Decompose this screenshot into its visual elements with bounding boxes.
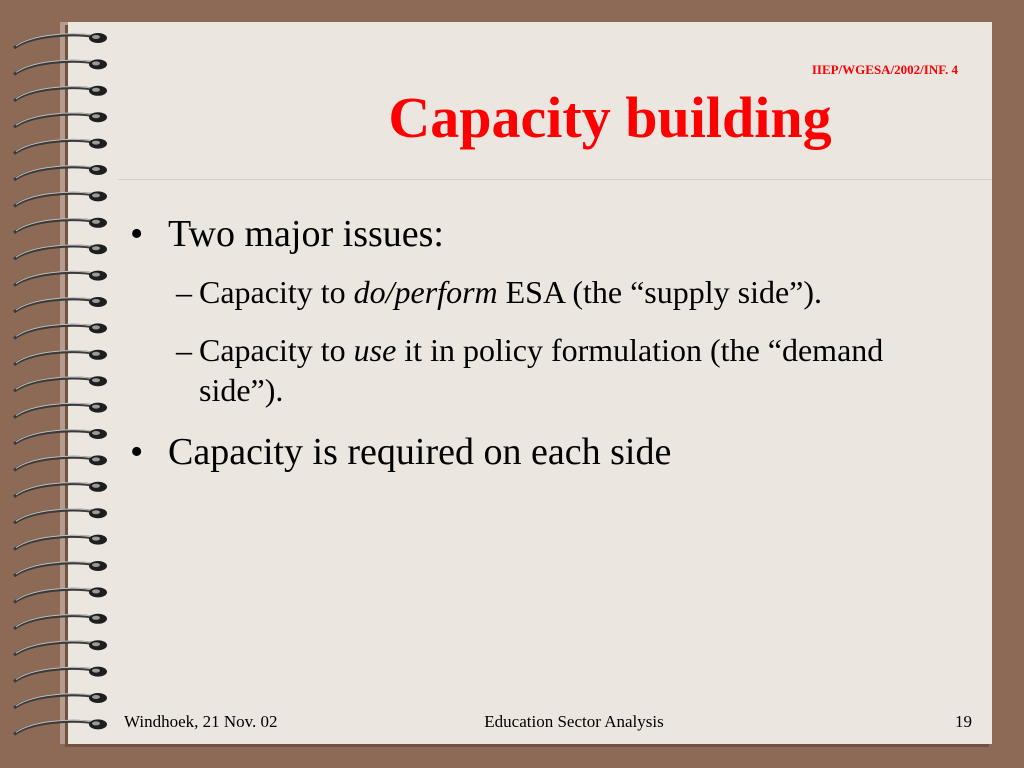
binding-ring [14,508,107,523]
bullet-text: Two major issues: [168,213,444,255]
sub-bullet-item [124,330,919,410]
binding-ring [14,561,107,576]
sub-bullet-emphasis: use [353,332,397,368]
binding-ring [14,455,107,470]
binding-ring [14,640,107,655]
binding-ring [14,59,107,74]
binding-ring [14,218,107,233]
binding-ring [14,244,107,259]
binding-ring [14,86,107,101]
bullet-text: Capacity is required on each side [168,431,672,473]
binding-ring [14,165,107,180]
binding-ring [14,112,107,127]
bullet-icon: • [130,213,144,255]
sub-bullet-text-post: ESA (the “supply side”). [497,274,823,310]
binding-ring [14,719,107,734]
binding-ring [14,693,107,708]
binding-ring [14,350,107,365]
binding-ring [14,139,107,154]
footer-title: Education Sector Analysis [484,712,664,731]
binding-ring [14,33,107,48]
binding-ring [14,271,107,286]
binding-ring [14,482,107,497]
binding-ring [14,297,107,312]
spiral-rings-icon [0,20,120,750]
slide-title [68,84,992,151]
dash-icon: – [176,332,192,368]
sub-bullet-text-pre: Capacity to [199,332,354,368]
bullet-icon: • [130,431,144,473]
slide-page [68,22,992,744]
sub-bullet-text-post: it in policy formulation (the “demand side”). [199,332,884,408]
binding-ring [14,535,107,550]
binding-ring [14,403,107,418]
binding-ring [14,587,107,602]
binding-ring [14,614,107,629]
document-reference: IIEP/WGESA/2002/INF. 4 [811,62,958,77]
slide-body [124,210,964,490]
binding-ring [14,376,107,391]
slide-title-text: Capacity building [388,85,832,150]
footer-page-number: 19 [955,712,972,731]
binding-ring [14,667,107,682]
sub-bullet-emphasis: do/perform [353,274,498,310]
sub-bullet-item [124,272,919,312]
title-divider [118,179,992,180]
bullet-item [124,210,964,258]
sub-bullet-text-pre: Capacity to [199,274,354,310]
footer-location-date: Windhoek, 21 Nov. 02 [124,712,278,731]
dash-icon: – [176,274,192,310]
binding-ring [14,191,107,206]
binding-ring [14,323,107,338]
bullet-item [124,428,964,476]
binding-ring [14,429,107,444]
